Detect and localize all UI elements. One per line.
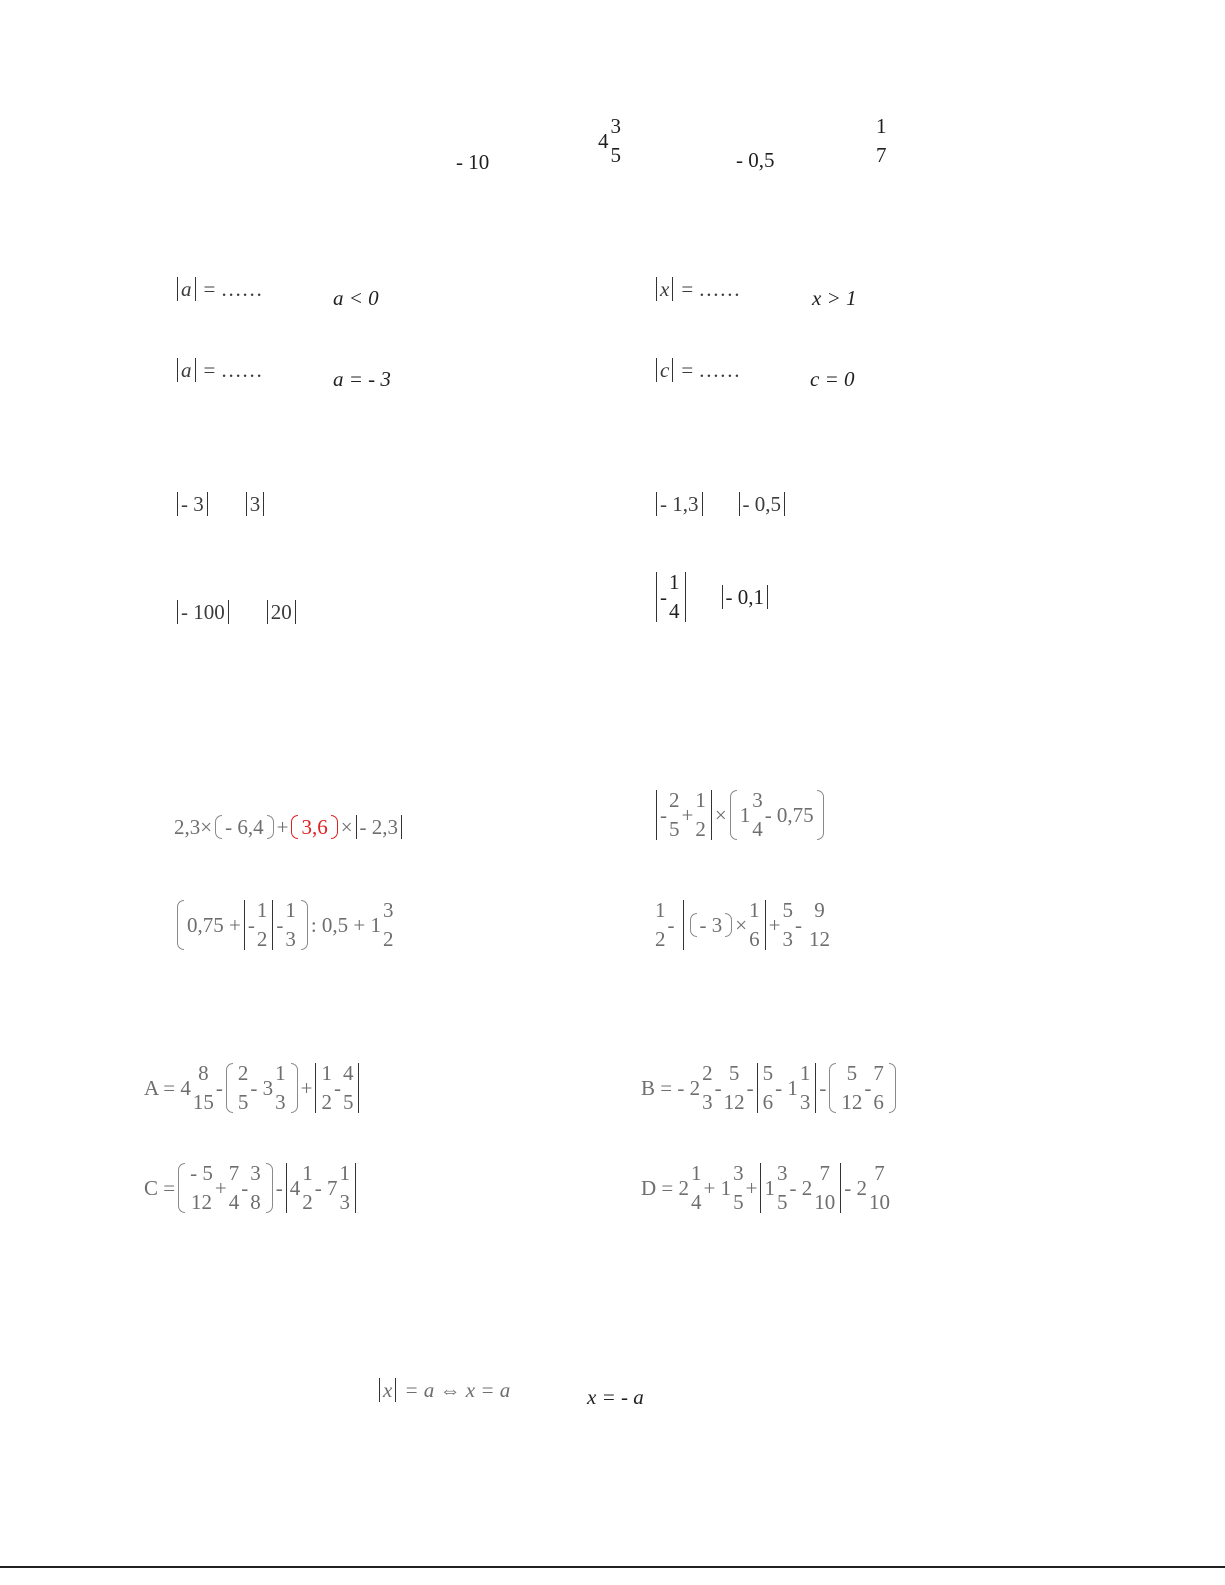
abs-var: a xyxy=(181,357,192,382)
abs-var: x xyxy=(660,276,670,301)
minus-sign: - xyxy=(746,1075,754,1100)
compare-value: - 0,5 xyxy=(742,491,781,516)
fraction xyxy=(275,1063,286,1113)
fraction xyxy=(695,790,706,840)
fraction xyxy=(724,1063,745,1113)
fraction-denominator: 3 xyxy=(275,1090,286,1114)
term: - 7 xyxy=(314,1175,338,1200)
abs-def-c xyxy=(653,358,740,382)
abs-blank: = …… xyxy=(203,357,263,382)
fraction xyxy=(339,1163,350,1213)
whole-part: 4 xyxy=(289,1175,301,1200)
fraction-denominator: 4 xyxy=(691,1190,702,1214)
abs-bar xyxy=(207,492,208,516)
fraction xyxy=(876,116,887,166)
abs-bar xyxy=(739,492,740,516)
expression-B xyxy=(641,1063,899,1113)
calc-expression-1 xyxy=(174,815,405,839)
fraction-numerator: 1 xyxy=(321,1061,332,1085)
fraction-denominator: 6 xyxy=(749,927,760,951)
plus-sign: + xyxy=(300,1075,313,1100)
fraction xyxy=(257,900,268,950)
fraction xyxy=(702,1063,713,1113)
abs-cond-2: x > 1 xyxy=(812,286,857,310)
fraction-denominator: 2 xyxy=(383,927,394,951)
fraction-denominator: 12 xyxy=(841,1090,863,1114)
fraction-numerator: 1 xyxy=(275,1061,286,1085)
abs-var: c xyxy=(660,357,670,382)
fraction-numerator: 5 xyxy=(782,898,793,922)
fraction-denominator: 4 xyxy=(752,817,763,841)
compare-value: - 1,3 xyxy=(660,491,699,516)
calc-expression-4 xyxy=(653,900,832,950)
fraction xyxy=(809,900,830,950)
abs-bar xyxy=(656,492,657,516)
term: - 3 xyxy=(699,912,723,937)
number-minus-0-5: - 0,5 xyxy=(736,148,775,172)
fraction-denominator: 2 xyxy=(256,927,268,951)
term: : 0,5 + 1 xyxy=(310,912,382,937)
fraction xyxy=(691,1163,702,1213)
abs-def-a-2 xyxy=(174,358,263,382)
fraction xyxy=(800,1063,811,1113)
expression-label: B = - 2 xyxy=(641,1075,701,1100)
minus-sign: - xyxy=(667,912,675,937)
abs-bar xyxy=(286,1163,287,1213)
abs-bar xyxy=(656,790,657,840)
fraction-denominator: 10 xyxy=(814,1190,836,1214)
abs-bar xyxy=(760,1163,761,1213)
minus-sign: - xyxy=(241,1175,249,1200)
fraction xyxy=(655,900,666,950)
fraction-denominator: 2 xyxy=(302,1190,313,1214)
fraction-numerator: 1 xyxy=(655,898,666,922)
fraction xyxy=(763,1063,774,1113)
abs-bar xyxy=(356,815,357,839)
fraction-denominator: 3 xyxy=(285,927,296,951)
abs-bar xyxy=(177,277,178,301)
paren-right xyxy=(266,1163,273,1213)
fraction-numerator: 1 xyxy=(749,898,760,922)
fraction-denominator: 2 xyxy=(695,817,706,841)
fraction xyxy=(190,1163,213,1213)
paren-right xyxy=(301,900,308,950)
abs-bar xyxy=(656,277,657,301)
calc-expression-3 xyxy=(174,900,396,950)
rule-alternative: x = - a xyxy=(587,1385,644,1409)
minus-sign: - xyxy=(333,1075,341,1100)
fraction-numerator: 5 xyxy=(846,1061,858,1085)
abs-bar xyxy=(815,1063,816,1113)
plus-sign: + xyxy=(214,1175,227,1200)
page-bottom-rule xyxy=(0,1566,1225,1568)
abs-equation-rule xyxy=(376,1378,510,1402)
minus-sign: - xyxy=(794,912,802,937)
abs-bar xyxy=(315,1063,316,1113)
fraction-denominator: 7 xyxy=(876,143,887,167)
fraction-denominator: 5 xyxy=(610,143,621,167)
term: - 6,4 xyxy=(225,814,264,839)
minus-sign: - xyxy=(276,912,284,937)
abs-bar xyxy=(228,600,229,624)
mixed-number xyxy=(598,116,623,166)
expression-D xyxy=(641,1163,892,1213)
mixed-fraction xyxy=(611,116,622,166)
paren-left xyxy=(178,1163,185,1213)
abs-bar xyxy=(702,492,703,516)
fraction-numerator: 1 xyxy=(256,898,268,922)
compare-value: 3 xyxy=(249,491,261,516)
abs-bar xyxy=(672,277,673,301)
fraction-denominator: 4 xyxy=(228,1190,240,1214)
abs-var: a xyxy=(181,276,192,301)
fraction-numerator: 3 xyxy=(610,114,621,138)
minus-sign: - xyxy=(247,912,255,937)
fraction xyxy=(814,1163,835,1213)
fraction-numerator: 1 xyxy=(285,898,296,922)
paren-right xyxy=(267,815,274,839)
fraction-denominator: 2 xyxy=(655,927,666,951)
fraction-numerator: 1 xyxy=(691,1161,702,1185)
abs-bar xyxy=(267,600,268,624)
fraction xyxy=(841,1063,862,1113)
fraction-numerator: 8 xyxy=(198,1061,209,1085)
term: 2,3 xyxy=(174,814,201,839)
abs-bar xyxy=(685,572,686,622)
times-sign: × xyxy=(714,802,727,827)
fraction xyxy=(285,900,296,950)
abs-bar xyxy=(711,790,712,840)
abs-bar xyxy=(195,277,196,301)
calc-expression-2 xyxy=(653,790,827,840)
times-sign: × xyxy=(200,814,213,839)
fraction xyxy=(193,1063,214,1113)
fraction-numerator: 1 xyxy=(302,1161,313,1185)
paren-left xyxy=(829,1063,836,1113)
abs-def-x xyxy=(653,277,740,301)
abs-bar xyxy=(765,900,766,950)
fraction-numerator: 3 xyxy=(383,898,394,922)
paren-left xyxy=(690,913,697,937)
compare-value: - 3 xyxy=(181,491,204,516)
paren-left xyxy=(215,815,222,839)
abs-bar xyxy=(656,572,657,622)
fraction-numerator: 3 xyxy=(250,1161,261,1185)
mixed-whole: 4 xyxy=(598,128,609,153)
paren-right xyxy=(725,913,732,937)
fraction xyxy=(873,1063,884,1113)
fraction xyxy=(302,1163,313,1213)
term: - 2 xyxy=(789,1175,813,1200)
abs-bar xyxy=(246,492,247,516)
fraction-numerator: 5 xyxy=(762,1061,774,1085)
fraction-denominator: 12 xyxy=(723,1090,745,1114)
abs-bar xyxy=(177,600,178,624)
term: - 2,3 xyxy=(359,814,399,839)
fraction-numerator: 1 xyxy=(799,1061,811,1085)
paren-left xyxy=(177,900,184,950)
paren-right xyxy=(331,815,338,839)
times-sign: × xyxy=(340,814,353,839)
abs-bar xyxy=(295,600,296,624)
abs-cond-3: a = - 3 xyxy=(333,367,391,391)
fraction xyxy=(343,1063,354,1113)
abs-def-a-1 xyxy=(174,277,263,301)
expression-C xyxy=(144,1163,359,1213)
abs-var: x xyxy=(383,1377,393,1402)
abs-blank: = …… xyxy=(681,357,741,382)
abs-bar xyxy=(840,1163,841,1213)
fraction xyxy=(238,1063,249,1113)
term: - 3 xyxy=(250,1075,274,1100)
compare-value: - 0,1 xyxy=(725,584,764,609)
fraction-denominator: 5 xyxy=(342,1090,354,1114)
term: + 1 xyxy=(703,1175,732,1200)
fraction-numerator: 5 xyxy=(728,1061,740,1085)
fraction-numerator: 1 xyxy=(695,788,706,812)
compare-4 xyxy=(653,572,771,622)
number-minus-10: - 10 xyxy=(456,150,490,174)
abs-bar xyxy=(784,492,785,516)
fraction xyxy=(733,1163,744,1213)
abs-bar xyxy=(244,900,245,950)
paren-left xyxy=(226,1063,233,1113)
abs-cond-4: c = 0 xyxy=(810,367,855,391)
fraction-denominator: 5 xyxy=(237,1090,249,1114)
fraction-numerator: 7 xyxy=(228,1161,240,1185)
abs-bar xyxy=(722,585,723,609)
abs-bar xyxy=(767,585,768,609)
fraction-numerator: - 5 xyxy=(190,1161,213,1185)
fraction-denominator: 4 xyxy=(669,599,680,623)
fraction xyxy=(869,1163,890,1213)
abs-bar xyxy=(272,900,273,950)
fraction xyxy=(749,900,760,950)
fraction xyxy=(229,1163,240,1213)
fraction-numerator: 9 xyxy=(814,898,825,922)
fraction-one-seventh xyxy=(874,116,889,166)
minus-sign: - xyxy=(819,1075,827,1100)
fraction-numerator: 3 xyxy=(776,1161,788,1185)
term: - 2 xyxy=(844,1175,867,1200)
abs-bar xyxy=(263,492,264,516)
fraction-denominator: 3 xyxy=(799,1090,811,1114)
plus-sign: + xyxy=(745,1175,758,1200)
abs-cond-1: a < 0 xyxy=(333,286,379,310)
fraction xyxy=(250,1163,261,1213)
fraction xyxy=(782,900,793,950)
abs-bar xyxy=(757,1063,758,1113)
minus-sign: - xyxy=(864,1075,872,1100)
fraction xyxy=(383,900,394,950)
fraction-numerator: 7 xyxy=(819,1161,830,1185)
fraction-denominator: 6 xyxy=(873,1090,884,1114)
highlighted-term: 3,6 xyxy=(301,814,328,839)
fraction-denominator: 5 xyxy=(733,1190,744,1214)
paren-left xyxy=(730,790,737,840)
plus-sign: + xyxy=(276,814,289,839)
paren-right xyxy=(889,1063,896,1113)
term: - 0,75 xyxy=(764,802,814,827)
compare-3 xyxy=(174,600,299,624)
fraction-denominator: 3 xyxy=(782,927,793,951)
fraction-numerator: 2 xyxy=(669,788,680,812)
abs-blank: = …… xyxy=(203,276,263,301)
plus-sign: + xyxy=(681,802,694,827)
abs-bar xyxy=(355,1163,356,1213)
paren-left xyxy=(291,815,298,839)
expression-label: A = 4 xyxy=(144,1075,191,1100)
compare-value: - 100 xyxy=(181,599,225,624)
abs-bar xyxy=(672,358,673,382)
fraction-denominator: 5 xyxy=(776,1190,788,1214)
abs-bar xyxy=(401,815,402,839)
fraction-numerator: 1 xyxy=(669,570,680,594)
abs-bar xyxy=(379,1378,380,1402)
fraction-denominator: 15 xyxy=(192,1090,214,1114)
abs-bar xyxy=(656,358,657,382)
expression-label: C = xyxy=(144,1175,176,1200)
times-sign: × xyxy=(735,912,748,937)
fraction-denominator: 2 xyxy=(321,1090,332,1114)
expression-A xyxy=(144,1063,362,1113)
fraction-denominator: 12 xyxy=(190,1190,212,1214)
minus-sign: - xyxy=(660,802,667,827)
fraction-numerator: 7 xyxy=(873,1061,884,1085)
compare-2 xyxy=(653,492,788,516)
abs-bar xyxy=(177,492,178,516)
abs-bar xyxy=(683,900,684,950)
fraction xyxy=(321,1063,332,1113)
term: - 1 xyxy=(775,1075,798,1100)
compare-value: 20 xyxy=(270,599,292,624)
fraction xyxy=(669,572,680,622)
paren-right xyxy=(291,1063,298,1113)
fraction-denominator: 10 xyxy=(868,1190,890,1214)
fraction-denominator: 6 xyxy=(762,1090,774,1114)
whole-part: 1 xyxy=(739,802,751,827)
compare-1 xyxy=(174,492,267,516)
paren-right xyxy=(817,790,824,840)
fraction-numerator: 2 xyxy=(237,1061,249,1085)
fraction xyxy=(669,790,680,840)
minus-sign: - xyxy=(660,584,667,609)
fraction xyxy=(752,790,763,840)
fraction-denominator: 5 xyxy=(669,817,680,841)
fraction-numerator: 2 xyxy=(702,1061,713,1085)
fraction-denominator: 3 xyxy=(339,1190,350,1214)
whole-part: 1 xyxy=(764,1175,775,1200)
fraction xyxy=(777,1163,788,1213)
fraction-numerator: 3 xyxy=(733,1161,744,1185)
fraction-denominator: 12 xyxy=(808,927,830,951)
term: 0,75 + xyxy=(187,912,241,937)
fraction-numerator: 1 xyxy=(339,1161,350,1185)
fraction-numerator: 1 xyxy=(876,114,887,138)
abs-bar xyxy=(358,1063,359,1113)
abs-bar xyxy=(395,1378,396,1402)
expression-label: D = 2 xyxy=(641,1175,690,1200)
fraction-numerator: 3 xyxy=(752,788,763,812)
minus-sign: - xyxy=(714,1075,722,1100)
abs-bar xyxy=(177,358,178,382)
fraction-denominator: 8 xyxy=(250,1190,261,1214)
minus-sign: - xyxy=(275,1175,283,1200)
abs-blank: = …… xyxy=(681,276,741,301)
fraction-numerator: 7 xyxy=(874,1161,885,1185)
rule-text: = a ⇔ x = a xyxy=(404,1377,511,1402)
minus-sign: - xyxy=(215,1075,223,1100)
abs-bar xyxy=(195,358,196,382)
fraction-numerator: 4 xyxy=(342,1061,354,1085)
plus-sign: + xyxy=(768,912,781,937)
fraction-denominator: 3 xyxy=(702,1090,713,1114)
